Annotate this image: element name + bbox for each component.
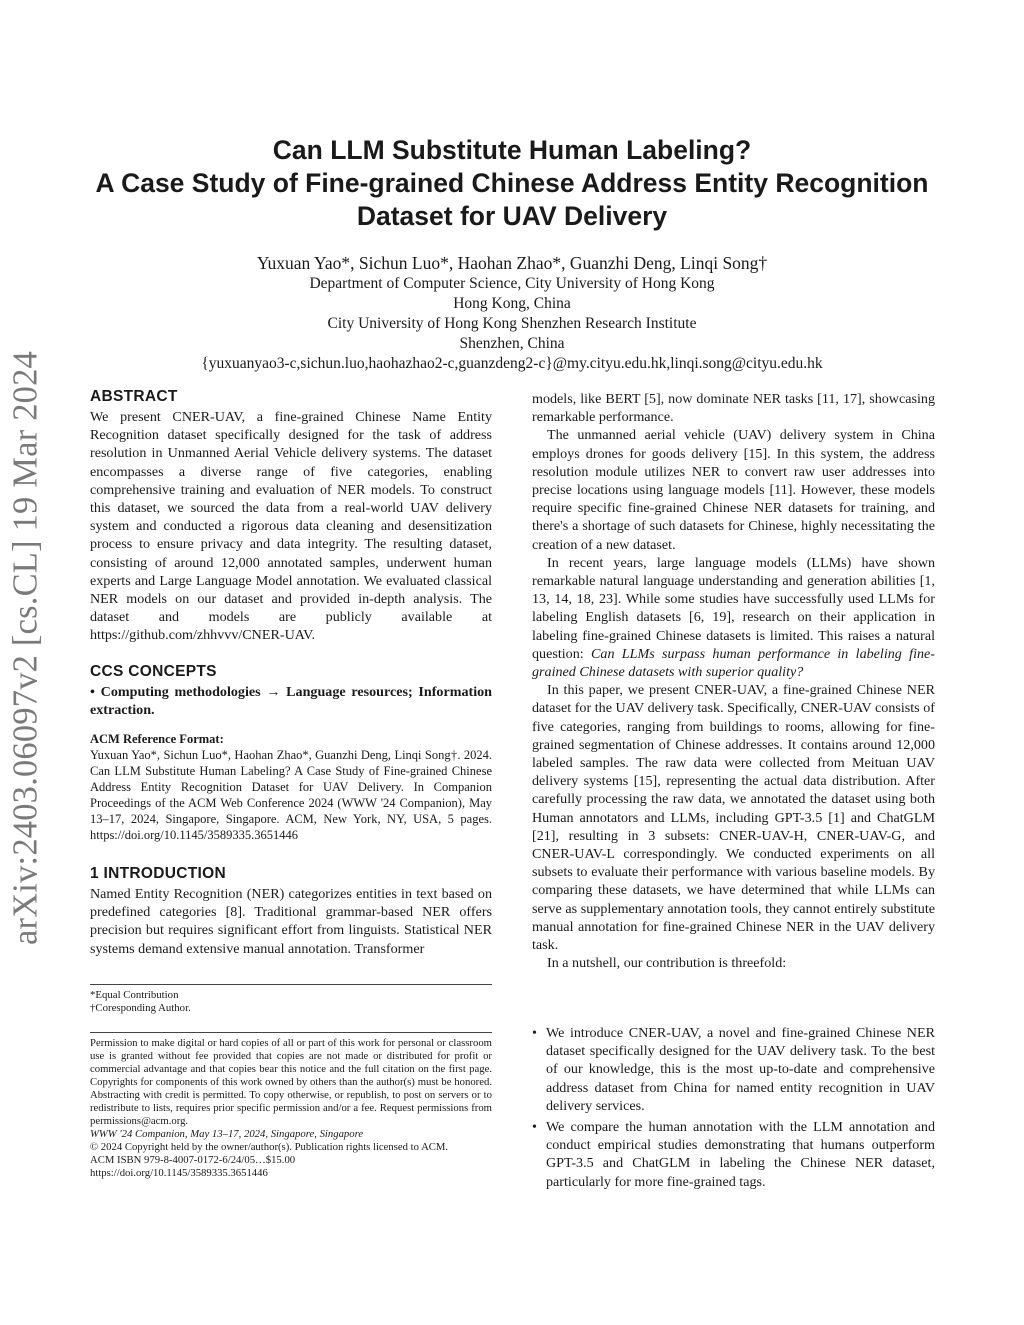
paper-title	[60, 134, 964, 233]
affiliation-line: Hong Kong, China	[453, 295, 571, 312]
footnote-rule	[90, 984, 492, 985]
footnotes	[90, 989, 492, 1016]
abstract-text: We present CNER-UAV, a fine-grained Chinese Name Entity Recognition dataset specifically designed for the task of address resolution in Unmanned Aerial Vehicle delivery systems. The dataset encompasses a diverse range of five categories, enabling comprehensive training and evaluation of NER models. To construct this dataset, we sourced the data from a real-world UAV delivery system and conducted a rigorous data cleaning and desensitization process to ensure privacy and data integrity. The resulting dataset, consisting of around 12,000 annotated samples, underwent human experts and Large Language Model annotation. We evaluated classical NER models on our dataset and provided in-depth analysis. The dataset and models are publicly available at https://github.com/zhhvvv/CNER-UAV.	[90, 409, 492, 644]
right-column	[532, 390, 935, 973]
intro-paragraph: The unmanned aerial vehicle (UAV) delivery system in China employs drones for goods delivery [15]. In this system, the address resolution module utilizes NER to convert raw user addresses into precise locations using language models [11]. However, these models require specific fine-grained Chinese NER datasets for training, and there's a shortage of such datasets for Chinese, highly necessitating the creation of a new dataset.	[532, 427, 935, 553]
bullet-icon: •	[532, 1119, 537, 1136]
contribution-text: We introduce CNER-UAV, a novel and fine-grained Chinese NER dataset specifically designed for the UAV delivery task. To the best of our knowledge, this is the most up-to-date and comprehensive address dataset from China for named entity recognition in UAV delivery services.	[546, 1025, 935, 1114]
permission-rule	[90, 1032, 492, 1033]
footnote-corresponding-author: †Coresponding Author.	[90, 1002, 191, 1015]
arxiv-watermark: arXiv:2403.06097v2 [cs.CL] 19 Mar 2024	[6, 350, 45, 946]
permission-text: Permission to make digital or hard copies of all or part of this work for personal or classroom use is granted without fee provided that copies are not made or distributed for profit or commercial advantage and that copies bear this notice and the full citation on the first page. Copyrights for components of this work owned by others than the author(s) must be honored. Abstracting with credit is permitted. To copy otherwise, or republish, to post on servers or to redistribute to lists, requires prior specific permission and/or a fee. Request permissions from permissions@acm.org.	[90, 1037, 492, 1127]
affiliation-line: Shenzhen, China	[459, 335, 565, 352]
ccs-concepts: • Computing methodologies → Language resources; Information extraction.	[90, 683, 492, 718]
list-item	[532, 1118, 935, 1191]
copyright-line: © 2024 Copyright held by the owner/author(s). Publication rights licensed to ACM.	[90, 1141, 449, 1153]
author-emails: {yuxuanyao3-c,sichun.luo,haohazhao2-c,guanzdeng2-c}@my.cityu.edu.hk,linqi.song@cityu.edu.hk	[201, 355, 823, 372]
footnote-equal-contribution: *Equal Contribution	[90, 989, 179, 1001]
venue-line: WWW '24 Companion, May 13–17, 2024, Singapore, Singapore	[90, 1128, 364, 1140]
affiliation-line: Department of Computer Science, City University of Hong Kong	[309, 275, 715, 292]
doi-link[interactable]: https://doi.org/10.1145/3589335.3651446	[90, 1167, 268, 1179]
intro-paragraph: In this paper, we present CNER-UAV, a fine-grained Chinese NER dataset for the UAV delivery task. Specifically, CNER-UAV consists of five categories, ranging from buildings to rooms, allowing for fine-grained segmentation of Chinese addresses. It contains around 12,000 labeled samples. The raw data were collected from Meituan UAV delivery systems [15], representing the actual data distribution. After carefully processing the raw data, we annotated the dataset using both Human annotators and LLMs, including GPT-3.5 [1] and ChatGLM [21], resulting in 3 subsets: CNER-UAV-H, CNER-UAV-G, and CNER-UAV-L correspondingly. We conducted experiments on all subsets to evaluate their performance with various baseline models. By comparing these datasets, we have determined that while LLMs can serve as supplementary annotation tools, they cannot entirely substitute manual annotation for fine-grained Chinese NER in the UAV delivery task.	[532, 682, 935, 954]
isbn-line: ACM ISBN 979-8-4007-0172-6/24/05…$15.00	[90, 1154, 296, 1166]
title-line-1: Can LLM Substitute Human Labeling?	[272, 135, 752, 165]
title-line-2: A Case Study of Fine-grained Chinese Address Entity Recognition	[95, 168, 929, 198]
intro-paragraph: models, like BERT [5], now dominate NER tasks [11, 17], showcasing remarkable performance.	[532, 391, 935, 426]
contribution-text: We compare the human annotation with the LLM annotation and conduct empirical studies demonstrating that humans outperform GPT-3.5 and ChatGLM in labeling the Chinese NER dataset, particularly for more fine-grained tags.	[546, 1119, 935, 1190]
permission-block	[90, 1037, 492, 1180]
title-line-3: Dataset for UAV Delivery	[356, 201, 668, 231]
abstract-heading: ABSTRACT	[90, 388, 178, 405]
affiliation-block	[60, 274, 964, 374]
intro-paragraph-text: In recent years, large language models (LLMs) have shown remarkable natural language understanding and generation abilities [1, 13, 14, 18, 23]. While some studies have successfully used LLMs for labeling English datasets [6, 19], research on their application in labeling fine-grained Chinese datasets is limited. This raises a natural question:	[532, 554, 935, 662]
ccs-heading: CCS CONCEPTS	[90, 662, 217, 680]
acm-reference-heading: ACM Reference Format:	[90, 732, 224, 747]
bullet-icon: •	[532, 1025, 537, 1041]
acm-reference-text: Yuxuan Yao*, Sichun Luo*, Haohan Zhao*, Guanzhi Deng, Linqi Song†. 2024. Can LLM Substitute Human Labeling? A Case Study of Fine-grained Chinese Address Entity Recognition Dataset for UAV Delivery. In Companion Proceedings of the ACM Web Conference 2024 (WWW '24 Companion), May 13–17, 2024, Singapore, Singapore. ACM, New York, NY, USA, 5 pages. https://doi.org/10.1145/3589335.3651446	[90, 748, 492, 843]
contribution-list	[532, 1024, 935, 1194]
research-question: Can LLMs surpass human performance in labeling fine-grained Chinese datasets with superior quality?	[532, 645, 935, 681]
author-list: Yuxuan Yao*, Sichun Luo*, Haohan Zhao*, Guanzhi Deng, Linqi Song†	[256, 253, 768, 273]
intro-paragraph: In a nutshell, our contribution is threefold:	[547, 955, 787, 972]
introduction-paragraph: Named Entity Recognition (NER) categorizes entities in text based on predefined categories [8]. Traditional grammar-based NER offers precision but requires significant effort from linguists. Statistical NER systems demand extensive manual annotation. Transformer	[90, 886, 492, 957]
list-item	[532, 1024, 935, 1115]
affiliation-line: City University of Hong Kong Shenzhen Research Institute	[327, 315, 697, 332]
left-column	[90, 386, 492, 958]
introduction-heading: 1 INTRODUCTION	[90, 865, 226, 883]
intro-paragraph	[532, 554, 935, 681]
